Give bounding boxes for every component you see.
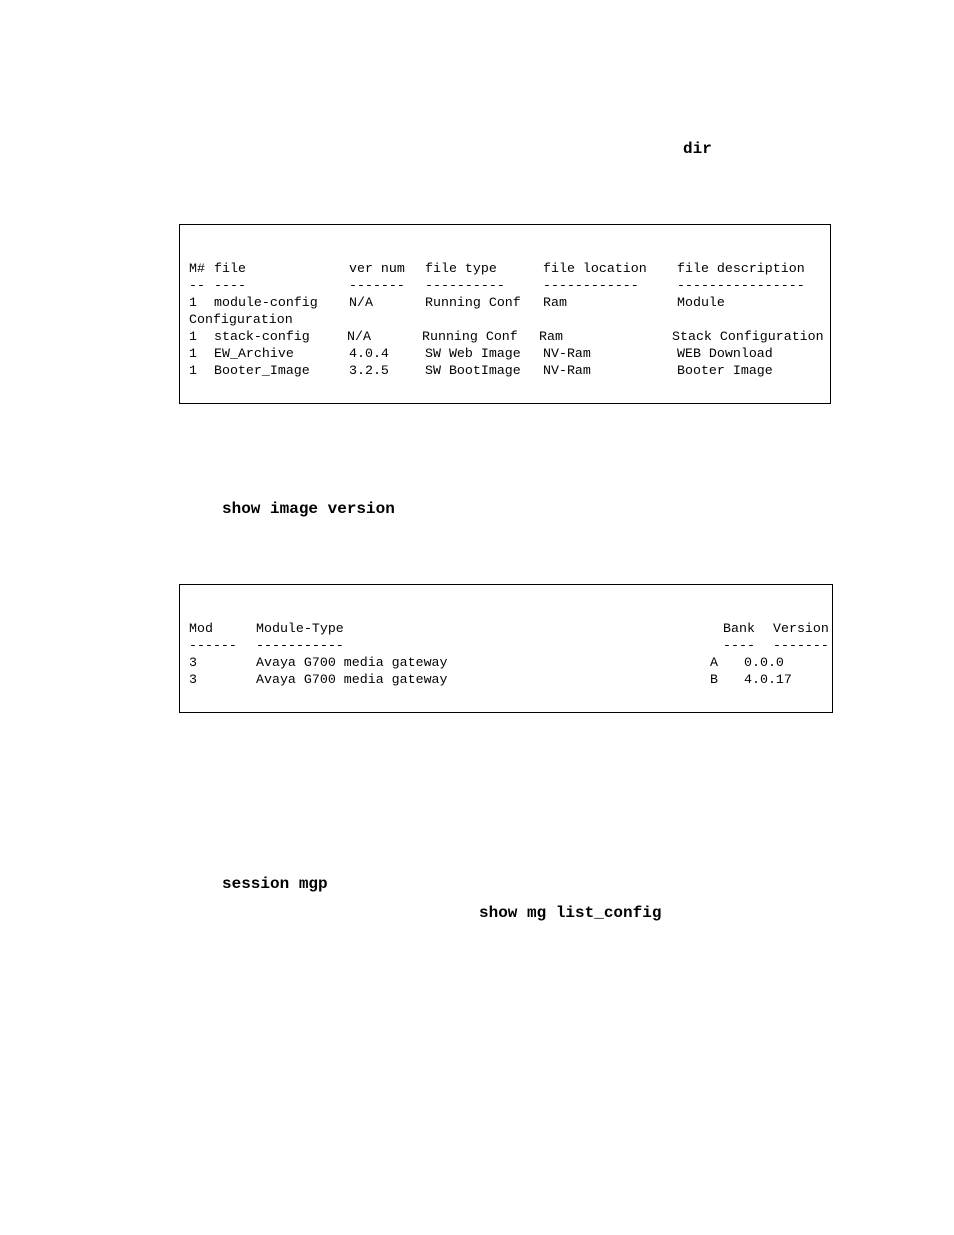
image-version-output-box <box>179 584 833 713</box>
table-row: 1 EW_Archive 4.0.4 SW Web Image NV-Ram WEB Download <box>189 346 773 361</box>
dir-output-box <box>179 224 831 404</box>
header-file-type: file type <box>425 261 497 276</box>
header-file: file <box>214 261 246 276</box>
table-row: 1 module-config N/A Running Conf Ram Module <box>189 295 725 310</box>
show-image-version-command: show image version <box>222 500 395 518</box>
show-mg-list-config-command: show mg list_config <box>479 904 662 922</box>
table-row: 3 Avaya G700 media gateway A 0.0.0 <box>189 655 784 670</box>
header-m: M# <box>189 261 205 276</box>
session-mgp-command: session mgp <box>222 875 328 893</box>
image-version-separator-row: ------ ----------- ---- ------- <box>189 638 829 653</box>
image-version-header-row <box>180 620 832 637</box>
header-file-description: file description <box>677 261 805 276</box>
dir-separator-row: -- ---- ------- ---------- ------------ ---------------- <box>189 278 805 293</box>
header-module-type: Module-Type <box>256 621 344 636</box>
dir-header-row <box>180 260 830 277</box>
table-row: 1 Booter_Image 3.2.5 SW BootImage NV-Ram Booter Image <box>189 363 773 378</box>
header-version: Version <box>773 621 829 636</box>
table-row: 1 stack-config N/A Running Conf Ram Stack Configuration <box>189 329 824 344</box>
header-bank: Bank <box>723 621 755 636</box>
header-file-location: file location <box>543 261 647 276</box>
header-mod: Mod <box>189 621 213 636</box>
table-row: 3 Avaya G700 media gateway B 4.0.17 <box>189 672 792 687</box>
table-row-wrap: Configuration <box>189 312 293 327</box>
header-ver-num: ver num <box>349 261 405 276</box>
dir-command: dir <box>683 140 712 158</box>
